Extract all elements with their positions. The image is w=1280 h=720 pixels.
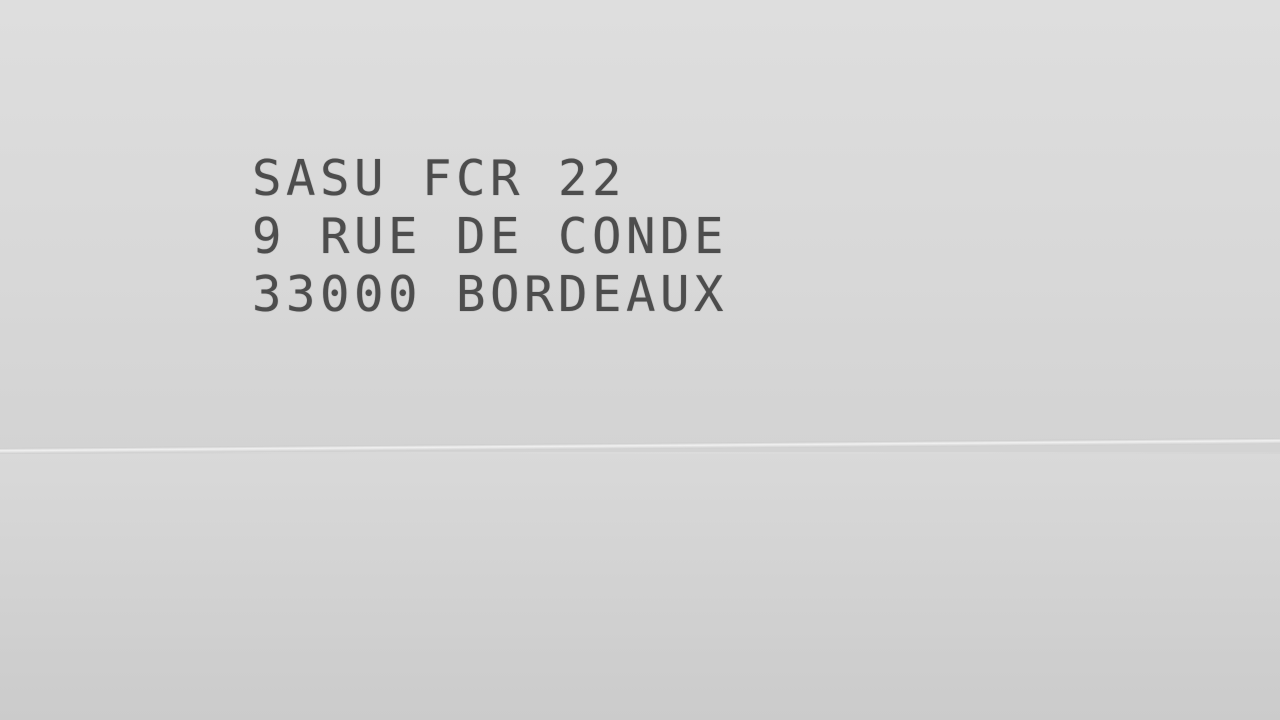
address-line-street: 9 RUE DE CONDE xyxy=(252,208,729,265)
address-line-city: 33000 BORDEAUX xyxy=(252,266,729,323)
address-line-company: SASU FCR 22 xyxy=(252,150,627,207)
recipient-address-block xyxy=(252,150,728,324)
envelope-lower-panel xyxy=(0,454,1280,720)
